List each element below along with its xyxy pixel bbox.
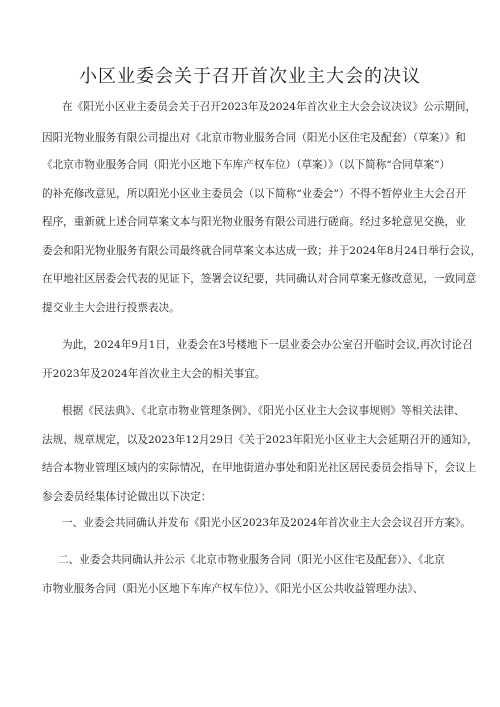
- body-line-9: 为此，2024年9月1日，业委会在3号楼地下一层业委会办公室召开临时会议,再次讨论召: [62, 339, 473, 351]
- body-line-4: 的补充修改意见，所以阳光小区业主委员会（以下简称“业委会”）不得不暂停业主大会召开: [42, 188, 466, 200]
- decision-item-2-line-2: 市物业服务合同（阳光小区地下车库产权车位）》、《阳光小区公共收益管理办法》、: [42, 583, 424, 595]
- body-line-7: 在甲地社区居委会代表的见证下，签署会议纪要，共同确认对合同草案无修改意见，一致同意: [42, 273, 477, 285]
- body-line-5: 程序，重新就上述合同草案文本与阳光物业服务有限公司进行磋商。经过多轮意见交换，业: [42, 216, 466, 228]
- body-line-12: 法规、规章规定，以及2023年12月29日《关于2023年阳光小区业主大会延期召开的通知》，: [42, 434, 478, 446]
- document-title: 小区业委会关于召开首次业主大会的决议: [79, 66, 421, 87]
- body-line-2: 因阳光物业服务有限公司提出对《北京市物业服务合同（阳光小区住宅及配套）（草案）》和: [42, 132, 466, 144]
- body-line-13: 结合本物业管理区域内的实际情况，在甲地街道办事处和阳光社区居民委员会指导下，会议上: [42, 462, 477, 474]
- decision-item-1: 一、业委会共同确认并发布《阳光小区2023年及2024年首次业主大会会议召开方案》。: [62, 517, 471, 529]
- body-line-8: 提交业主大会进行投票表决。: [42, 302, 180, 314]
- body-line-1: 在《阳光小区业主委员会关于召开2023年及2024年首次业主大会会议决议》公示期间，: [62, 101, 477, 113]
- body-line-6: 委会和阳光物业服务有限公司最终就合同草案文本达成一致；并于2024年8月24日举行会议，: [42, 245, 482, 257]
- decision-item-2-line-1: 二、业委会共同确认并公示《北京市物业服务合同（阳光小区住宅及配套）》、《北京: [58, 554, 445, 566]
- body-line-11: 根据《民法典》、《北京市物业管理条例》、《阳光小区业主大会议事规则》等相关法律、: [62, 405, 465, 417]
- body-line-10: 开2023年及2024年首次业主大会的相关事宜。: [42, 368, 266, 380]
- body-line-14: 参会委员经集体讨论做出以下决定：: [42, 491, 212, 503]
- body-line-3: 《北京市物业服务合同（阳光小区地下车库产权车位）（草案）》（以下简称“合同草案”）: [42, 159, 451, 171]
